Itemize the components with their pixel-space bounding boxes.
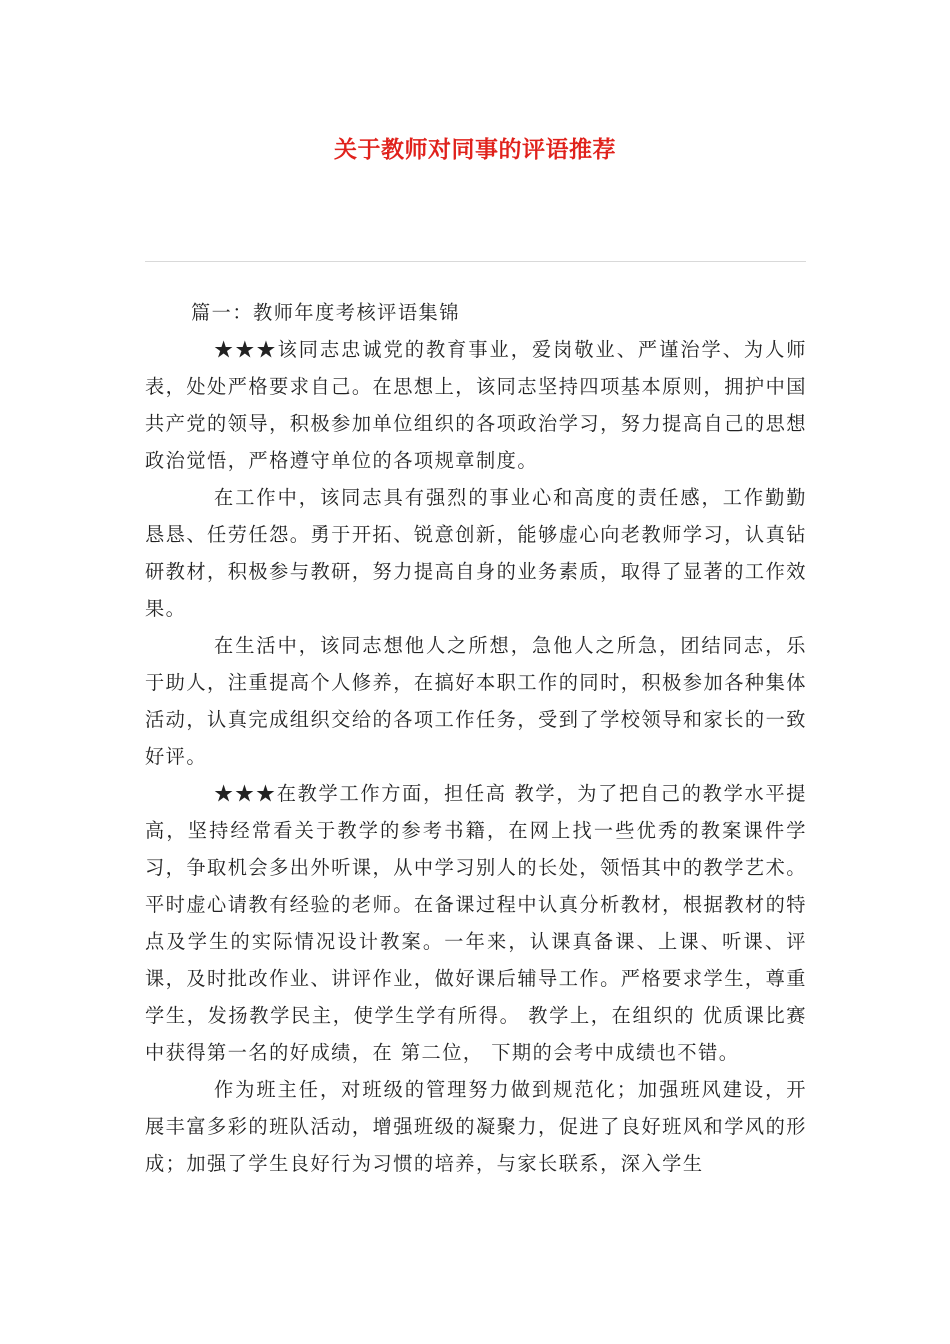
paragraph: 在工作中，该同志具有强烈的事业心和高度的责任感，工作勤勤恳恳、任劳任怨。勇于开拓、锐意创新，能够虚心向老教师学习，认真钻研教材，积极参与教研，努力提高自身的业务素质，取得了显著的工作效果。 bbox=[145, 486, 807, 620]
paragraph: 在生活中，该同志想他人之所想，急他人之所急，团结同志，乐于助人，注重提高个人修养，在搞好本职工作的同时，积极参加各种集体活动，认真完成组织交给的各项工作任务，受到了学校领导和家长的一致好评。 bbox=[145, 634, 807, 768]
paragraph: ★★★该同志忠诚党的教育事业，爱岗敬业、严谨治学、为人师表，处处严格要求自己。在思想上，该同志坚持四项基本原则，拥护中国共产党的领导，积极参加单位组织的各项政治学习，努力提高自己的思想政治觉悟，严格遵守单位的各项规章制度。 bbox=[145, 338, 807, 472]
title-divider bbox=[145, 261, 806, 262]
paragraph: ★★★在教学工作方面，担任高 教学，为了把自己的教学水平提高，坚持经常看关于教学的参考书籍，在网上找一些优秀的教案课件学习，争取机会多出外听课，从中学习别人的长处，领悟其中的教学艺术。平时虚心请教有经验的老师。在备课过程中认真分析教材，根据教材的特点及学生的实际情况设计教案。一年来，认课真备课、上课、听课、评课，及时批改作业、讲评作业，做好课后辅导工作。严格要求学生，尊重学生，发扬教学民主，使学生学有所得。 教学上，在组织的 优质课比赛中获得第一名的好成绩，在 第二位， 下期的会考中成绩也不错。 bbox=[145, 782, 807, 1064]
document-body bbox=[145, 294, 807, 1182]
document-title: 关于教师对同事的评语推荐 bbox=[334, 137, 616, 163]
paragraph: 作为班主任，对班级的管理努力做到规范化；加强班风建设，开展丰富多彩的班队活动，增强班级的凝聚力，促进了良好班风和学风的形成；加强了学生良好行为习惯的培养，与家长联系，深入学生 bbox=[145, 1078, 807, 1175]
section-heading: 篇一：教师年度考核评语集锦 bbox=[191, 301, 460, 324]
